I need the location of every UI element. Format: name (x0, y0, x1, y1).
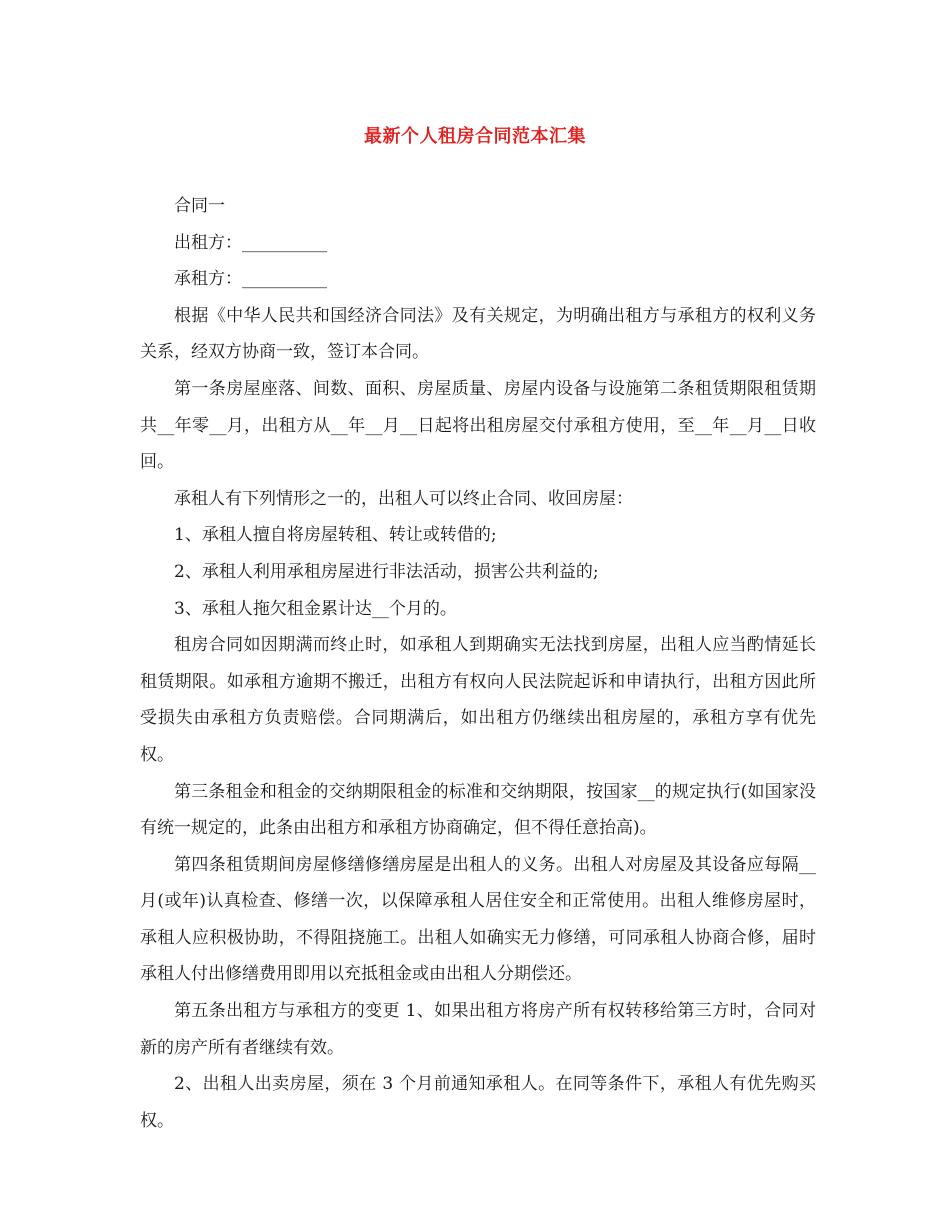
lessee-line: 承租方：__________ (174, 269, 327, 290)
lessor-line: 出租方：__________ (174, 232, 327, 253)
paragraph: 2、出租人出卖房屋，须在 3 个月前通知承租人。在同等条件下，承租人有优先购买权。 (140, 1074, 816, 1131)
list-item: 3、承租人拖欠租金累计达__个月的。 (174, 598, 457, 619)
paragraph: 第四条租赁期间房屋修缮修缮房屋是出租人的义务。出租人对房屋及其设备应每隔__月(或年)认真检查、修缮一次，以保障承租人居住安全和正常使用。出租人维修房屋时，承租人应积极协助，不得阻挠施工。出租人如确实无力修缮，可同承租人协商合修，届时承租人付出修缮费用即用以充抵租金或由出租人分期偿还。 (140, 854, 816, 985)
paragraph: 第三条租金和租金的交纳期限租金的标准和交纳期限，按国家__的规定执行(如国家没有统一规定的，此条由出租方和承租方协商确定，但不得任意抬高)。 (140, 781, 816, 839)
section-heading: 合同一 (174, 196, 225, 216)
paragraph: 租房合同如因期满而终止时，如承租人到期确实无法找到房屋，出租人应当酌情延长租赁期限。如承租方逾期不搬迁，出租方有权向人民法院起诉和申请执行，出租方因此所受损失由承租方负责赔偿。合同期满后，如出租方仍继续出租房屋的，承租方享有优先权。 (140, 635, 816, 765)
paragraph: 承租人有下列情形之一的，出租人可以终止合同、收回房屋： (174, 488, 633, 509)
paragraph: 第一条房屋座落、间数、面积、房屋质量、房屋内设备与设施第二条租赁期限租赁期共__年零__月，出租方从__年__月__日起将出租房屋交付承租方使用，至__年__月__日收回。 (140, 378, 816, 473)
list-item: 1、承租人擅自将房屋转租、转让或转借的; (174, 525, 497, 546)
document-body (140, 188, 816, 1139)
paragraph: 根据《中华人民共和国经济合同法》及有关规定，为明确出租方与承租方的权利义务关系，经双方协商一致，签订本合同。 (140, 305, 816, 363)
list-item: 2、承租人利用承租房屋进行非法活动，损害公共利益的; (174, 561, 599, 582)
document-title: 最新个人租房合同范本汇集 (364, 126, 586, 147)
paragraph: 第五条出租方与承租方的变更 1、如果出租方将房产所有权转移给第三方时，合同对新的房产所有者继续有效。 (140, 1001, 816, 1058)
